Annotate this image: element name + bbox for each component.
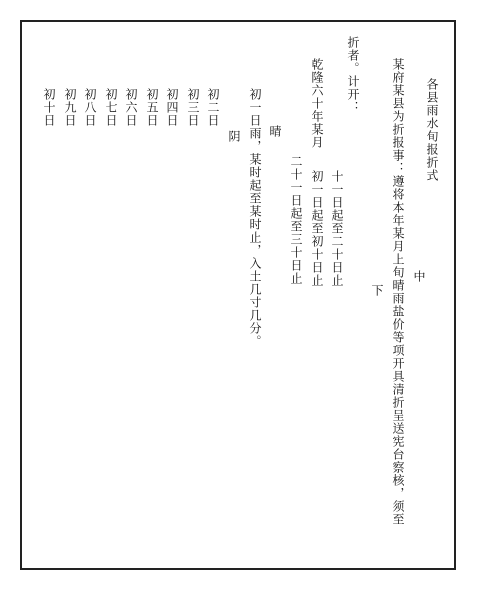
day-7: 初七日 bbox=[104, 88, 118, 127]
day-6: 初六日 bbox=[124, 88, 138, 127]
reign-date-line: 乾隆六十年某月 bbox=[310, 58, 324, 149]
weather-cloudy: 阴 bbox=[227, 130, 241, 143]
day-3: 初三日 bbox=[186, 88, 200, 127]
option-mark-middle: 中 bbox=[412, 270, 426, 283]
day-4: 初四日 bbox=[165, 88, 179, 127]
opening-line: 某府某县为折报事：遵将本年某月上旬晴雨盐价等项开具清折呈送宪台察核，须至 bbox=[391, 58, 405, 526]
day-2: 初二日 bbox=[206, 88, 220, 127]
date-range-early: 初一日起至初十日止 bbox=[310, 170, 324, 287]
day-1-entry: 初一日雨，某时起至某时止，入土几寸几分。 bbox=[248, 88, 262, 348]
weather-sunny: 晴 bbox=[268, 125, 282, 138]
date-range-middle: 十一日起至二十日止 bbox=[330, 170, 344, 287]
day-10: 初十日 bbox=[42, 88, 56, 127]
document-title: 各县雨水旬报折式 bbox=[425, 78, 439, 182]
day-8: 初八日 bbox=[83, 88, 97, 127]
closing-line: 折者。计开： bbox=[346, 36, 360, 114]
day-9: 初九日 bbox=[63, 88, 77, 127]
date-range-late: 二十一日起至三十日止 bbox=[289, 155, 303, 285]
option-mark-lower: 下 bbox=[370, 284, 384, 297]
day-5: 初五日 bbox=[145, 88, 159, 127]
